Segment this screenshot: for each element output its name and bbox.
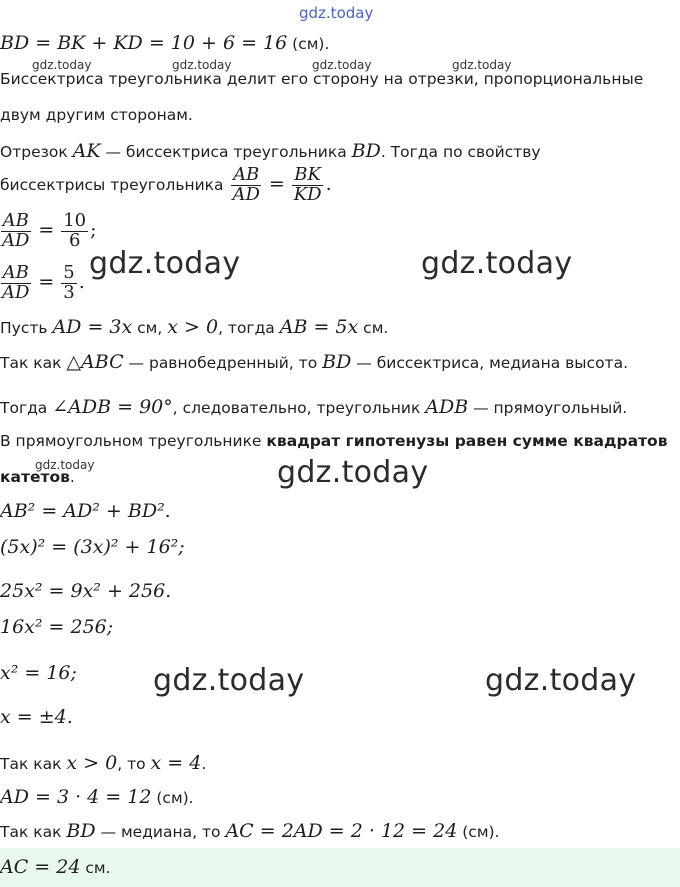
watermark-large: gdz.today <box>421 246 573 281</box>
equation: AB² = AD² + BD². <box>0 500 171 522</box>
watermark-large: gdz.today <box>153 663 305 698</box>
fraction: $\frac{AB}{AD}$ <box>232 164 260 205</box>
watermark-small: gdz.today <box>312 58 372 72</box>
bisector-property: биссектрисы треугольника $\frac{AB}{AD}$ = $\frac{BK}{KD}$ . <box>0 164 332 205</box>
watermark-small: gdz.today <box>32 58 92 72</box>
text-line: Пусть AD = 3x см, x > 0, тогда AB = 5x см. <box>0 316 389 338</box>
equation: (5x)² = (3x)² + 16²; <box>0 536 185 558</box>
watermark-large: gdz.today <box>277 455 429 490</box>
equation-bd: BD = BK + KD = 10 + 6 = 16 (см). <box>0 32 330 54</box>
watermark-small: gdz.today <box>35 458 95 472</box>
ratio-equation: $\frac{AB}{AD}$ = $\frac{5}{3}$ . <box>2 262 85 303</box>
pythagorean-rule-cont: катетов. <box>0 468 75 486</box>
text-line: двум другим сторонам. <box>0 106 193 124</box>
final-answer: AC = 24 см. <box>0 856 111 878</box>
watermark-large: gdz.today <box>89 246 241 281</box>
fraction: $\frac{BK}{KD}$ <box>293 164 322 205</box>
fraction: $\frac{10}{6}$ <box>63 210 87 251</box>
equation: 16x² = 256; <box>0 616 114 638</box>
text-line: Так как BD — медиана, то AC = 2AD = 2 · 12 = 24 (см). <box>0 820 500 842</box>
watermark-small: gdz.today <box>172 58 232 72</box>
watermark-top: gdz.today <box>299 4 374 22</box>
ratio-equation: $\frac{AB}{AD}$ = $\frac{10}{6}$ ; <box>2 210 97 251</box>
fraction: $\frac{5}{3}$ <box>63 262 75 303</box>
fraction: $\frac{AB}{AD}$ <box>2 210 30 251</box>
text-line: Так как x > 0, то x = 4. <box>0 752 207 774</box>
pythagorean-rule: В прямоугольном треугольнике квадрат гипотенузы равен сумме квадратов <box>0 432 668 450</box>
text-line: Отрезок AK — биссектриса треугольника BD. Тогда по свойству <box>0 140 541 162</box>
watermark-small: gdz.today <box>452 58 512 72</box>
equation: x² = 16; <box>0 662 77 684</box>
text-line: Тогда ∠ADB = 90°, следовательно, треугольник ADB — прямоугольный. <box>0 396 628 418</box>
fraction: $\frac{AB}{AD}$ <box>2 262 30 303</box>
watermark-large: gdz.today <box>485 663 637 698</box>
equation: 25x² = 9x² + 256. <box>0 580 172 602</box>
text-line: Так как △ABC — равнобедренный, то BD — биссектриса, медиана высота. <box>0 351 629 373</box>
text-line: Биссектриса треугольника делит его сторону на отрезки, пропорциональные <box>0 70 644 88</box>
equation-ad: AD = 3 · 4 = 12 (см). <box>0 786 194 808</box>
equation: x = ±4. <box>0 706 73 728</box>
